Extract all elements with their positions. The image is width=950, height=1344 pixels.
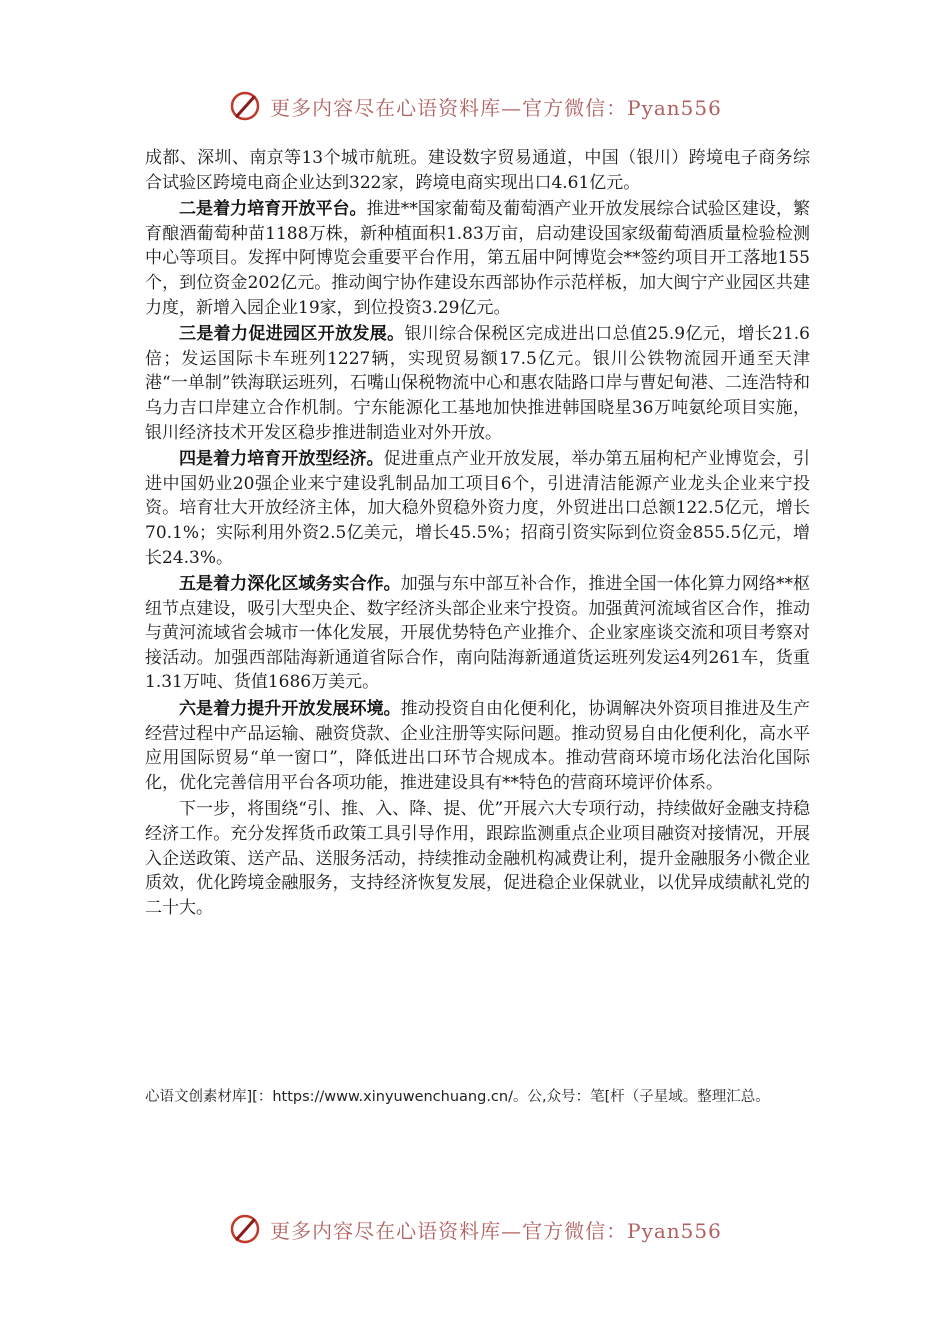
paragraph-heading: 五是着力深化区域务实合作。 — [179, 574, 401, 595]
paragraph-heading: 四是着力培育开放型经济。 — [179, 449, 384, 470]
header-banner — [0, 86, 950, 126]
paragraph-heading: 二是着力培育开放平台。 — [179, 199, 367, 220]
pen-logo-icon — [228, 1212, 262, 1246]
paragraph — [145, 322, 810, 445]
paragraph-text: 成都、深圳、南京等13个城市航班。建设数字贸易通道，中国（银川）跨境电子商务综合试验区跨境电商企业达到322家，跨境电商实现出口4.61亿元。 — [145, 148, 810, 193]
paragraph — [145, 572, 810, 695]
paragraph-heading: 三是着力促进园区开放发展。 — [179, 324, 405, 345]
banner-text: 更多内容尽在心语资料库—官方微信：Pyan556 — [270, 95, 722, 120]
paragraph — [145, 797, 810, 920]
paragraph — [145, 697, 810, 795]
document-body — [145, 146, 810, 922]
footer-banner — [0, 1209, 950, 1249]
paragraph-text: 加强与东中部互补合作，推进全国一体化算力网络**枢纽节点建设，吸引大型央企、数字经济头部企业来宁投资。加强黄河流域省区合作，推动与黄河流域省会城市一体化发展，开展优势特色产业推介、企业家座谈交流和项目考察对接活动。加强西部陆海新通道省际合作，南向陆海新通道货运班列发运4列261车，货重1.31万吨、货值1686万美元。 — [145, 574, 811, 693]
paragraph-text: 推动投资自由化便利化，协调解决外资项目推进及生产经营过程中产品运输、融资贷款、企业注册等实际问题。推动贸易自由化便利化，高水平应用国际贸易“单一窗口”，降低进出口环节合规成本。推动营商环境市场化法治化国际化，优化完善信用平台各项功能，推进建设具有**特色的营商环境评价体系。 — [145, 699, 811, 793]
paragraph-text: 推进**国家葡萄及葡萄酒产业开放发展综合试验区建设，繁育酿酒葡萄种苗1188万株，新种植面积1.83万亩，启动建设国家级葡萄酒质量检验检测中心等项目。发挥中阿博览会重要平台作用，第五届中阿博览会**签约项目开工落地155个，到位资金202亿元。推动闽宁协作建设东西部协作示范样板，加大闽宁产业园区共建力度，新增入园企业19家，到位投资3.29亿元。 — [145, 199, 811, 318]
pen-logo-icon — [228, 89, 262, 123]
paragraph — [145, 197, 810, 320]
source-note: 心语文创素材库][：https://www.xinyuwenchuang.cn/。公,众号：笔[杆（子星域。整理汇总。 — [145, 1089, 770, 1105]
paragraph-heading: 六是着力提升开放发展环境。 — [179, 699, 401, 720]
paragraph — [145, 146, 810, 195]
paragraph-text: 下一步，将围绕“引、推、入、降、提、优”开展六大专项行动，持续做好金融支持稳经济工作。充分发挥货币政策工具引导作用，跟踪监测重点企业项目融资对接情况，开展入企送政策、送产品、送服务活动，持续推动金融机构减费让利，提升金融服务小微企业质效，优化跨境金融服务，支持经济恢复发展，促进稳企业保就业，以优异成绩献礼党的二十大。 — [145, 799, 810, 918]
paragraph-text: 促进重点产业开放发展，举办第五届枸杞产业博览会，引进中国奶业20强企业来宁建设乳制品加工项目6个，引进清洁能源产业龙头企业来宁投资。培育壮大开放经济主体，加大稳外贸稳外资力度，外贸进出口总额122.5亿元，增长70.1%；实际利用外资2.5亿美元，增长45.5%；招商引资实际到位资金855.5亿元，增长24.3%。 — [145, 449, 811, 568]
banner-text: 更多内容尽在心语资料库—官方微信：Pyan556 — [270, 1218, 722, 1243]
paragraph-text: 银川综合保税区完成进出口总值25.9亿元，增长21.6倍；发运国际卡车班列1227辆，实现贸易额17.5亿元。银川公铁物流园开通至天津港“一单制”铁海联运班列，石嘴山保税物流中心和惠农陆路口岸与曹妃甸港、二连浩特和乌力吉口岸建立合作机制。宁东能源化工基地加快推进韩国晓星36万吨氨纶项目实施，银川经济技术开发区稳步推进制造业对外开放。 — [145, 324, 811, 443]
paragraph — [145, 447, 810, 570]
